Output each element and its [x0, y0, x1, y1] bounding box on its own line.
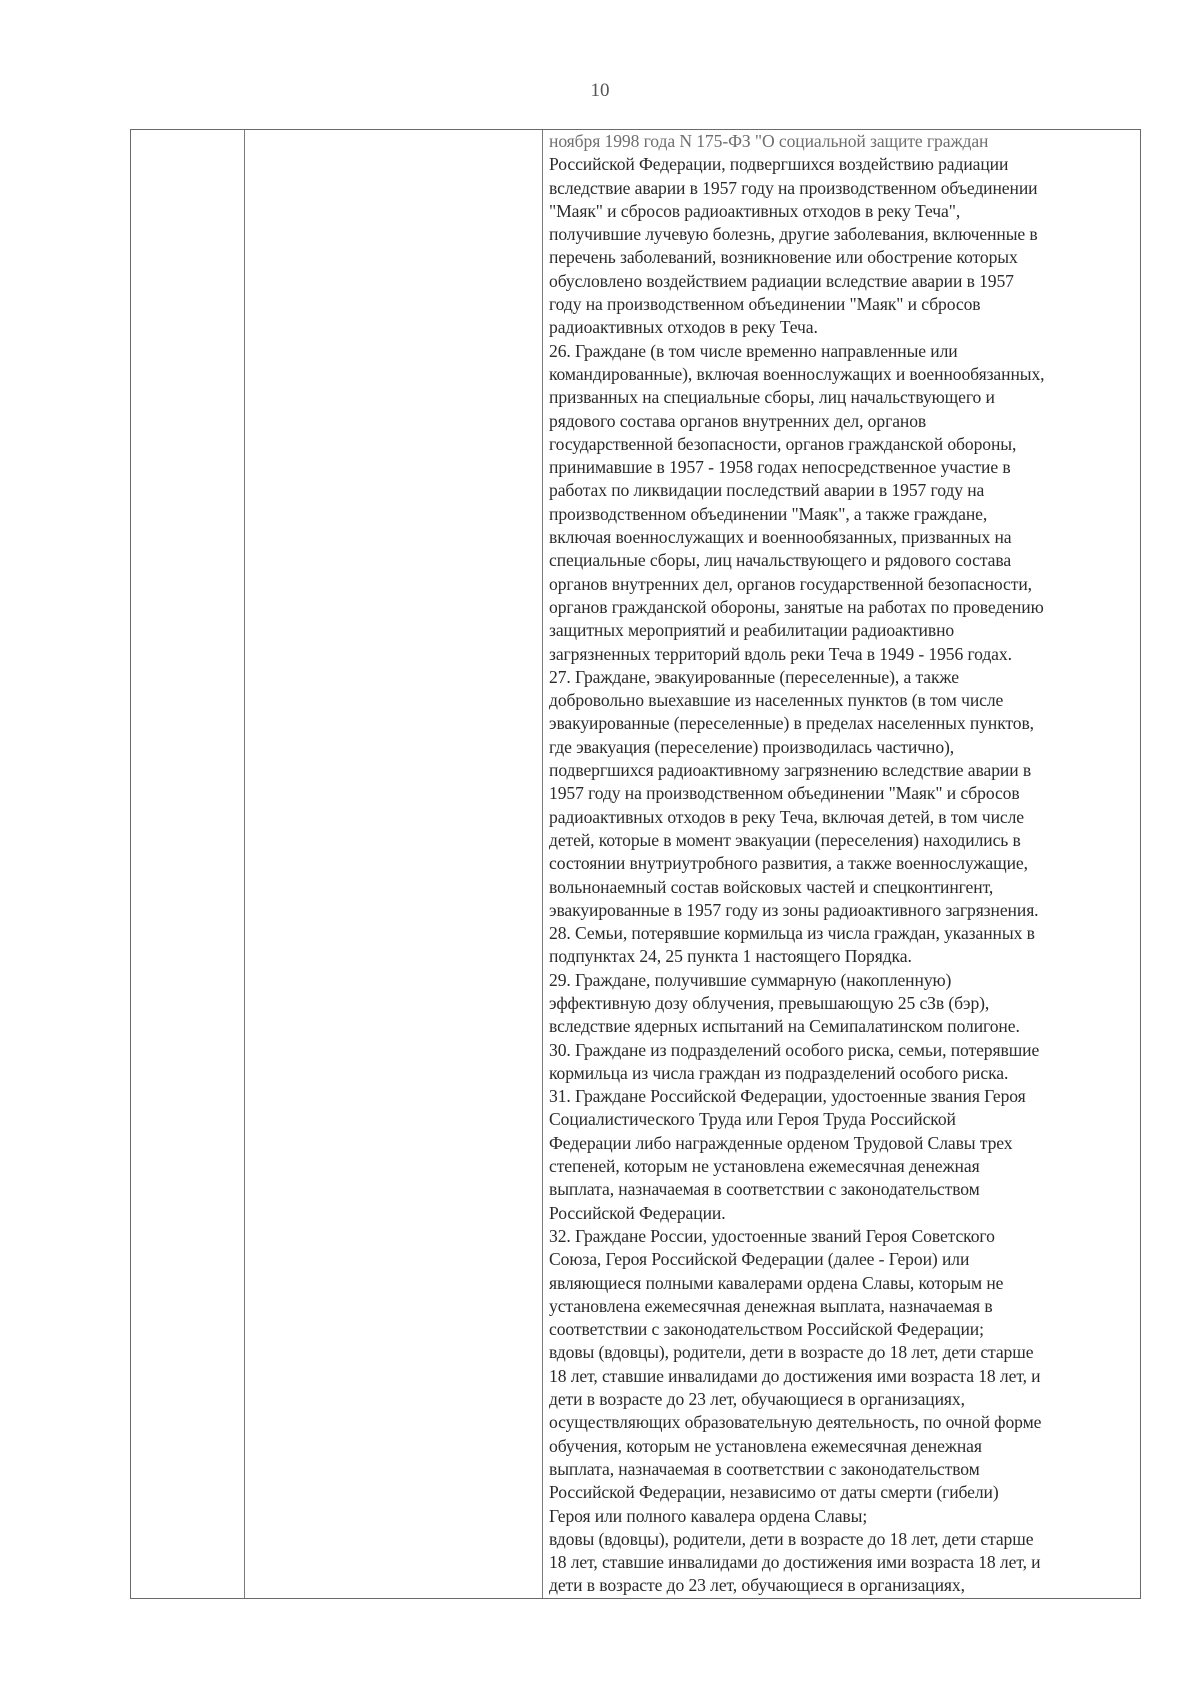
text-line: подпунктах 24, 25 пункта 1 настоящего Порядка. [549, 946, 912, 967]
text-line: загрязненных территорий вдоль реки Теча в 1949 - 1956 годах. [549, 643, 1012, 664]
text-line: включая военнослужащих и военнообязанных, призванных на [549, 527, 1012, 548]
text-line: эвакуированные (переселенные) в пределах населенных пунктов, [549, 713, 1034, 734]
text-line: 30. Граждане из подразделений особого риска, семьи, потерявшие [549, 1039, 1040, 1060]
text-line: получившие лучевую болезнь, другие заболевания, включенные в [549, 224, 1038, 245]
column-divider-1 [244, 130, 245, 1598]
text-line: дети в возрасте до 23 лет, обучающиеся в организациях, [549, 1575, 965, 1596]
text-line: являющиеся полными кавалерами ордена Славы, которым не [549, 1272, 1004, 1293]
text-line: эффективную дозу облучения, превышающую 25 сЗв (бэр), [549, 992, 990, 1013]
text-line: дети в возрасте до 23 лет, обучающиеся в организациях, [549, 1389, 965, 1410]
text-line: вольнонаемный состав войсковых частей и спецконтингент, [549, 876, 994, 897]
text-line: вследствие аварии в 1957 году на производственном объединении [549, 177, 1038, 198]
text-line: органов внутренних дел, органов государственной безопасности, [549, 573, 1032, 594]
text-line: защитных мероприятий и реабилитации радиоактивно [549, 620, 955, 641]
text-line: Союза, Героя Российской Федерации (далее - Герои) или [549, 1249, 970, 1270]
text-line: ноября 1998 года N 175-ФЗ "О социальной защите граждан [549, 131, 989, 151]
text-line: состоянии внутриутробного развития, а также военнослужащие, [549, 853, 1028, 874]
text-line: радиоактивных отходов в реку Теча, включая детей, в том числе [549, 806, 1025, 827]
text-line: выплата, назначаемая в соответствии с законодательством [549, 1458, 980, 1479]
text-line: органов гражданской обороны, занятые на работах по проведению [549, 596, 1044, 617]
text-line: государственной безопасности, органов гражданской обороны, [549, 433, 1017, 454]
text-line: Федерации либо награжденные орденом Трудовой Славы трех [549, 1132, 1013, 1153]
text-line: 26. Граждане (в том числе временно направленные или [549, 340, 958, 361]
text-line: Российской Федерации, независимо от даты смерти (гибели) [549, 1482, 999, 1503]
text-line: детей, которые в момент эвакуации (переселения) находились в [549, 829, 1021, 850]
text-line: командированные), включая военнослужащих и военнообязанных, [549, 363, 1045, 384]
text-line: кормильца из числа граждан из подразделений особого риска. [549, 1062, 1009, 1083]
text-line: принимавшие в 1957 - 1958 годах непосредственное участие в [549, 457, 1011, 478]
column-divider-2 [542, 130, 543, 1598]
text-line: подвергшихся радиоактивному загрязнению вследствие аварии в [549, 760, 1032, 781]
text-line: Российской Федерации, подвергшихся воздействию радиации [549, 154, 1009, 175]
text-line: 27. Граждане, эвакуированные (переселенные), а также [549, 666, 959, 687]
text-line: перечень заболеваний, возникновение или обострение которых [549, 247, 1018, 268]
text-line: эвакуированные в 1957 году из зоны радиоактивного загрязнения. [549, 899, 1039, 920]
page-number: 10 [590, 80, 610, 101]
text-line: 32. Граждане России, удостоенные званий Героя Советского [549, 1225, 995, 1246]
text-line: соответствии с законодательством Российской Федерации; [549, 1319, 984, 1340]
text-line: призванных на специальные сборы, лиц начальствующего и [549, 387, 995, 408]
text-line: 1957 году на производственном объединении "Маяк" и сбросов [549, 783, 1020, 804]
document-table [130, 129, 1141, 1599]
text-line: радиоактивных отходов в реку Теча. [549, 317, 818, 338]
text-line: обучения, которым не установлена ежемесячная денежная [549, 1435, 982, 1456]
text-line: вдовы (вдовцы), родители, дети в возрасте до 18 лет, дети старше [549, 1528, 1034, 1549]
text-line: Социалистического Труда или Героя Труда Российской [549, 1109, 956, 1130]
text-line: добровольно выехавшие из населенных пунктов (в том числе [549, 690, 1004, 711]
text-line: обусловлено воздействием радиации вследствие аварии в 1957 [549, 270, 1014, 291]
text-line: работах по ликвидации последствий аварии в 1957 году на [549, 480, 985, 501]
text-line: производственном объединении "Маяк", а также граждане, [549, 503, 988, 524]
text-line: вследствие ядерных испытаний на Семипалатинском полигоне. [549, 1016, 1020, 1037]
text-line: рядового состава органов внутренних дел, органов [549, 410, 927, 431]
text-line: 18 лет, ставшие инвалидами до достижения ими возраста 18 лет, и [549, 1365, 1041, 1386]
text-line: установлена ежемесячная денежная выплата, назначаемая в [549, 1295, 993, 1316]
text-line: специальные сборы, лиц начальствующего и рядового состава [549, 550, 1012, 571]
text-line: осуществляющих образовательную деятельность, по очной форме [549, 1412, 1042, 1433]
text-line: 18 лет, ставшие инвалидами до достижения ими возраста 18 лет, и [549, 1552, 1041, 1573]
text-line: выплата, назначаемая в соответствии с законодательством [549, 1179, 980, 1200]
text-line: степеней, которым не установлена ежемесячная денежная [549, 1156, 980, 1177]
text-line: 28. Семьи, потерявшие кормильца из числа граждан, указанных в [549, 923, 1035, 944]
text-line: 31. Граждане Российской Федерации, удостоенные звания Героя [549, 1086, 1026, 1107]
text-line: "Маяк" и сбросов радиоактивных отходов в реку Теча", [549, 200, 961, 221]
text-line: Российской Федерации. [549, 1202, 726, 1223]
text-line: где эвакуация (переселение) производилась частично), [549, 736, 955, 757]
text-line: 29. Граждане, получившие суммарную (накопленную) [549, 969, 952, 990]
text-line: вдовы (вдовцы), родители, дети в возрасте до 18 лет, дети старше [549, 1342, 1034, 1363]
text-line: Героя или полного кавалера ордена Славы; [549, 1505, 868, 1526]
table-cell-text [549, 130, 1139, 1598]
text-line: году на производственном объединении "Маяк" и сбросов [549, 294, 981, 315]
